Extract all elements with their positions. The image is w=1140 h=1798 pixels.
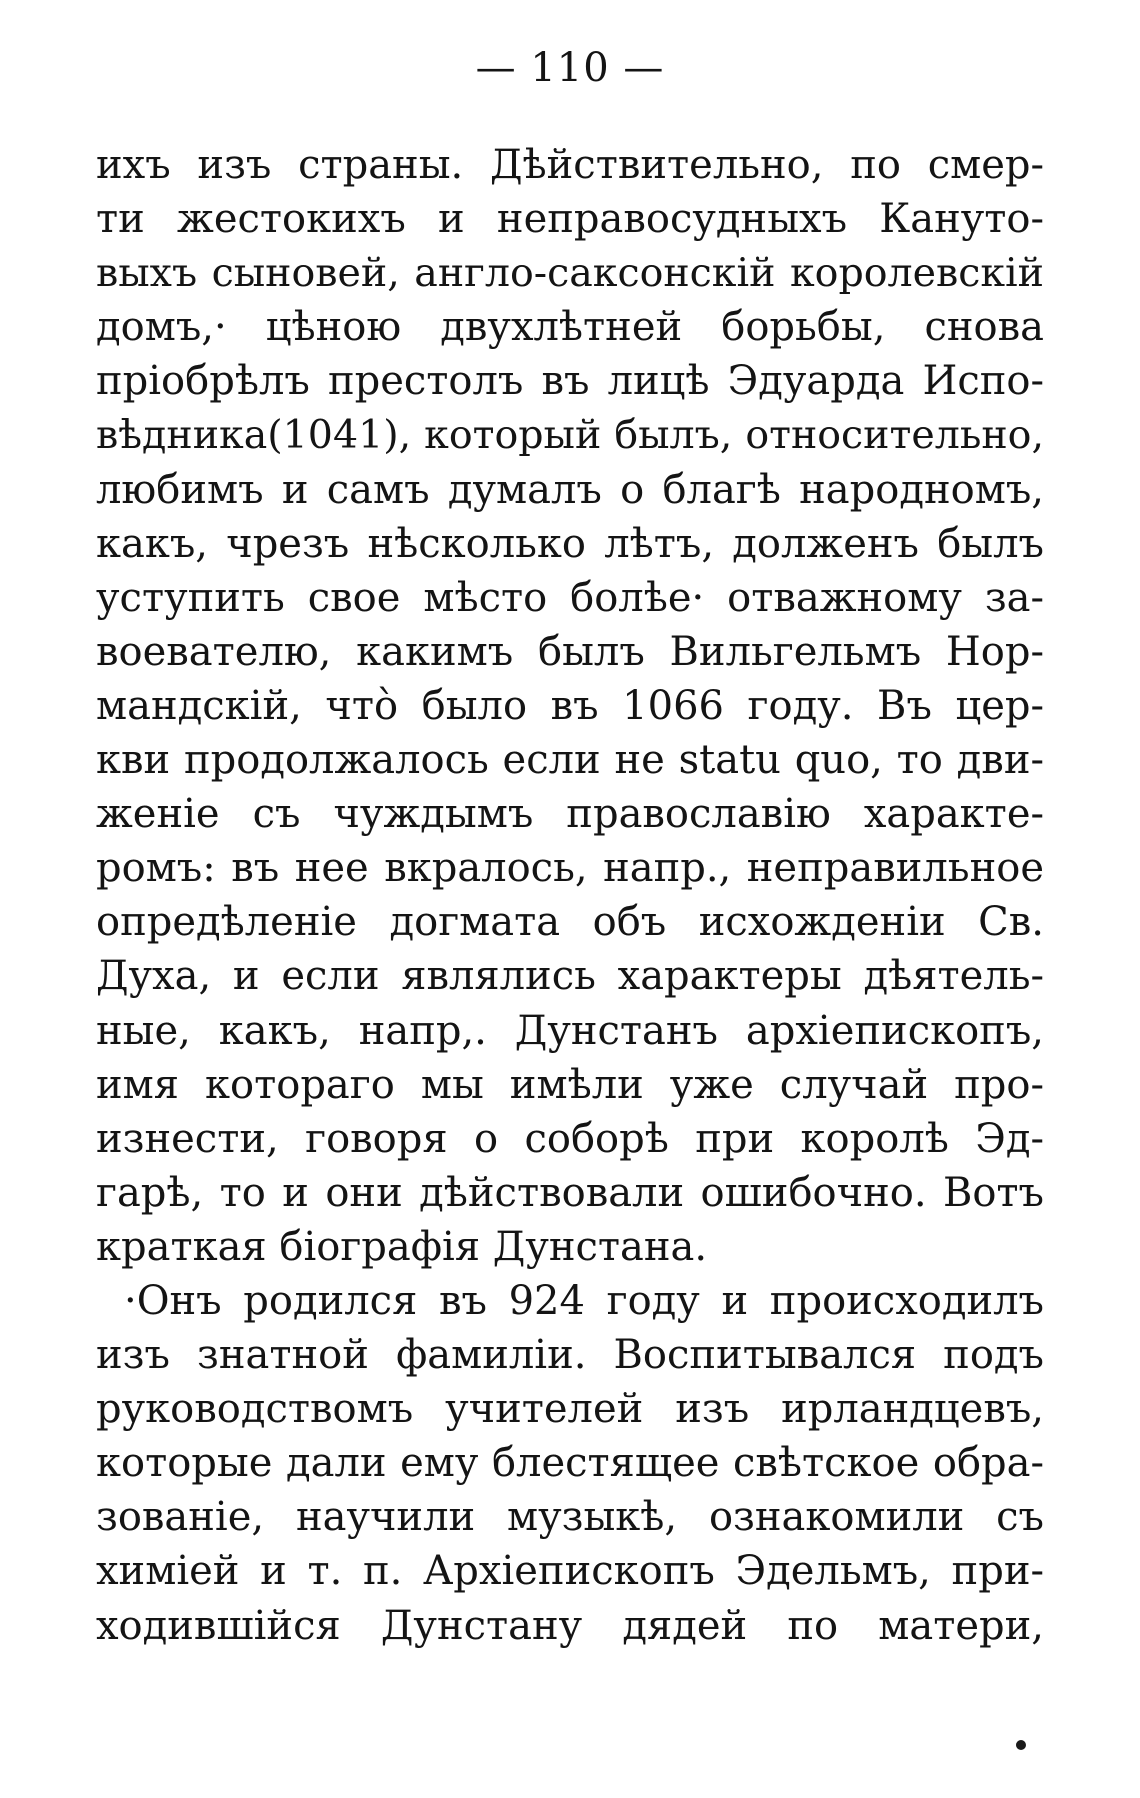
- text-line: какъ, чрезъ нѣсколько лѣтъ, долженъ былъ: [96, 520, 1044, 567]
- text-line: изнести, говоря о соборѣ при королѣ Эд-: [96, 1115, 1044, 1162]
- text-line: пріобрѣлъ престолъ въ лицѣ Эдуарда Испо-: [96, 358, 1044, 405]
- text-line: ихъ изъ страны. Дѣйствительно, по смер-: [96, 142, 1044, 188]
- text-line: домъ,· цѣною двухлѣтней борьбы, снова: [96, 304, 1044, 351]
- text-line: воевателю, какимъ былъ Вильгельмъ Нор-: [96, 628, 1044, 675]
- paragraph-first-line: ·Онъ родился въ 924 году и происходилъ: [124, 1277, 1044, 1324]
- page-number: — 110 —: [475, 45, 665, 91]
- text-line: ромъ: въ нее вкралось, напр., неправильное: [96, 845, 1044, 892]
- text-line: которые дали ему блестящее свѣтское обра-: [96, 1440, 1044, 1487]
- text-line: ходившійся Дунстану дядей по матери,: [96, 1602, 1044, 1649]
- text-line: руководствомъ учителей изъ ирландцевъ,: [96, 1386, 1044, 1433]
- text-line: зованіе, научили музыкѣ, ознакомили съ: [96, 1494, 1044, 1541]
- text-line: ти жестокихъ и неправосудныхъ Кануто-: [96, 196, 1044, 243]
- ink-speck: [1016, 1740, 1026, 1750]
- text-line: любимъ и самъ думалъ о благѣ народномъ,: [96, 466, 1044, 513]
- text-line: женіе съ чуждымъ православію характе-: [96, 791, 1044, 838]
- text-line: химіей и т. п. Архіепископъ Эдельмъ, при-: [96, 1548, 1044, 1595]
- text-line: мандскій, что̀ было въ 1066 году. Въ цер-: [96, 682, 1044, 729]
- text-line: выхъ сыновей, англо-саксонскій королевскій: [96, 250, 1044, 297]
- text-line: гарѣ, то и они дѣйствовали ошибочно. Вотъ: [96, 1169, 1044, 1216]
- body-text: [96, 138, 1044, 1653]
- text-line: изъ знатной фамиліи. Воспитывался подъ: [96, 1332, 1044, 1379]
- text-line: Духа, и если являлись характеры дѣятель-: [96, 953, 1044, 1000]
- text-line: имя котораго мы имѣли уже случай про-: [96, 1061, 1044, 1108]
- text-line: кви продолжалось если не statu quo, то дви-: [96, 737, 1044, 784]
- text-line: ные, какъ, напр,. Дунстанъ архіепископъ,: [96, 1007, 1044, 1054]
- text-line: уступить свое мѣсто болѣе· отважному за-: [96, 574, 1044, 621]
- text-line: опредѣленіе догмата объ исхожденіи Св.: [96, 899, 1044, 946]
- paragraph-last-line: краткая біографія Дунстана.: [96, 1223, 708, 1270]
- text-line: вѣдника(1041), который былъ, относительно,: [96, 412, 1044, 459]
